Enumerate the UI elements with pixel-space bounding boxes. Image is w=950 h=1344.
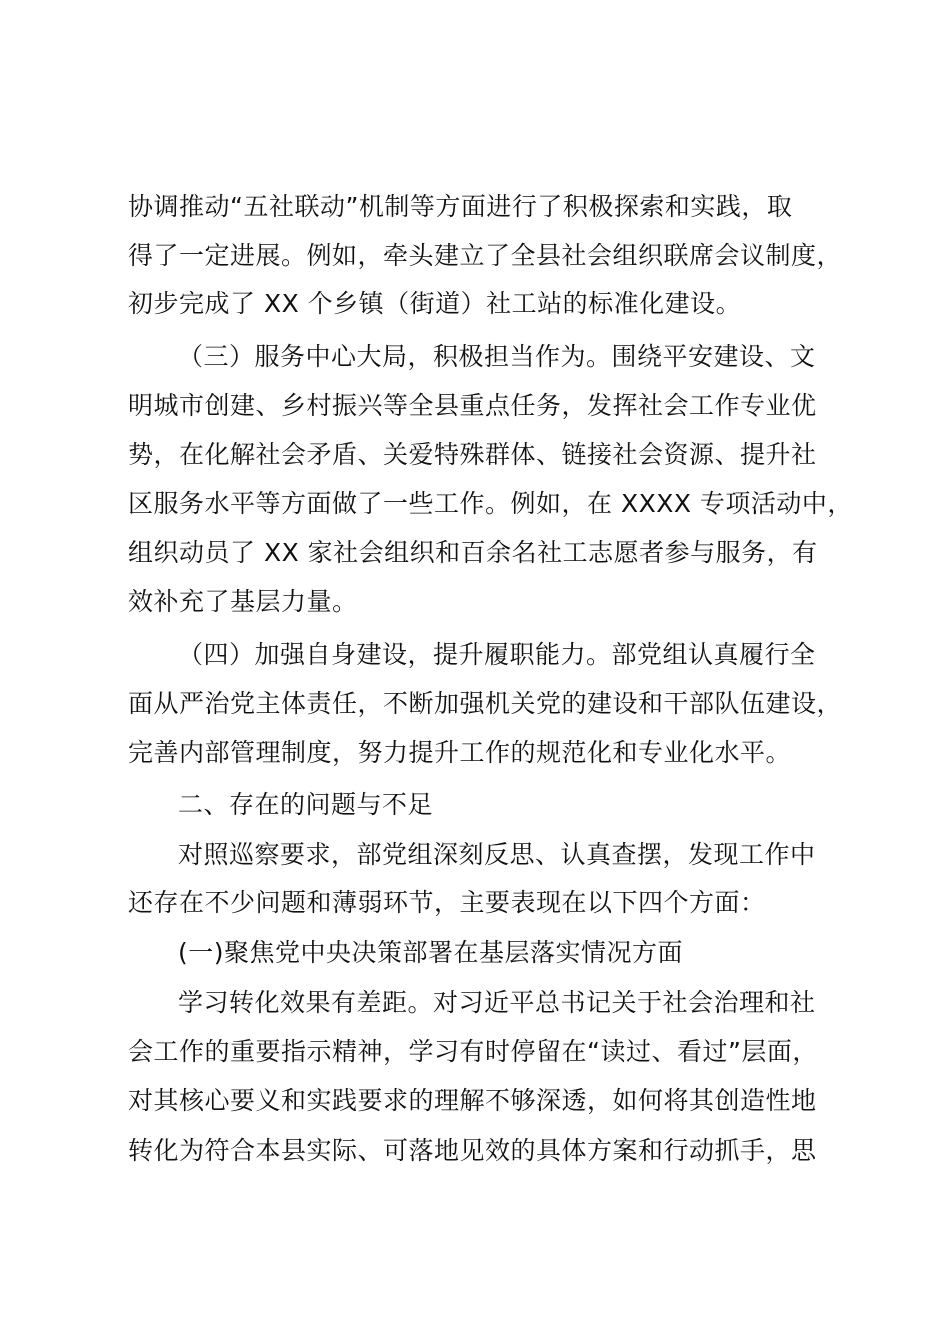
text-line: 会工作的重要指示精神，学习有时停留在“读过、看过”层面， [128,1037,818,1066]
text-line: 效补充了基层力量。 [128,587,358,616]
text-line: 区服务水平等方面做了一些工作。例如，在 XXXX 专项活动中， [128,489,853,518]
text-line: 明城市创建、乡村振兴等全县重点任务，发挥社会工作专业优 [128,391,817,420]
section-heading: 二、存在的问题与不足 [178,790,434,819]
paragraph-heading-4: （四）加强自身建设，提升履职能力。部党组认真履行全 [178,640,816,669]
text-line: 对照巡察要求，部党组深刻反思、认真查摆，发现工作中 [178,840,816,869]
text-line: 对其核心要义和实践要求的理解不够深透，如何将其创造性地 [128,1086,817,1115]
paragraph-heading-3: （三）服务中心大局，积极担当作为。围绕平安建设、文 [178,342,816,371]
text-line: 面从严治党主体责任，不断加强机关党的建设和干部队伍建设， [128,689,843,718]
text-line: 组织动员了 XX 家社会组织和百余名社工志愿者参与服务，有 [128,538,818,567]
text-line: 得了一定进展。例如，牵头建立了全县社会组织联席会议制度， [128,241,843,270]
subsection-heading: (一)聚焦党中央决策部署在基层落实情况方面 [178,938,684,967]
text-line: 还存在不少问题和薄弱环节，主要表现在以下四个方面： [128,888,766,917]
text-line: 完善内部管理制度，努力提升工作的规范化和专业化水平。 [128,738,792,767]
text-line: 势，在化解社会矛盾、关爱特殊群体、链接社会资源、提升社 [128,440,817,469]
text-line: 转化为符合本县实际、可落地见效的具体方案和行动抓手，思 [128,1136,817,1165]
text-line: 初步完成了 XX 个乡镇（街道）社工站的标准化建设。 [128,289,742,318]
text-line: 协调推动“五社联动”机制等方面进行了积极探索和实践，取 [128,192,793,221]
text-line: 学习转化效果有差距。对习近平总书记关于社会治理和社 [178,988,816,1017]
